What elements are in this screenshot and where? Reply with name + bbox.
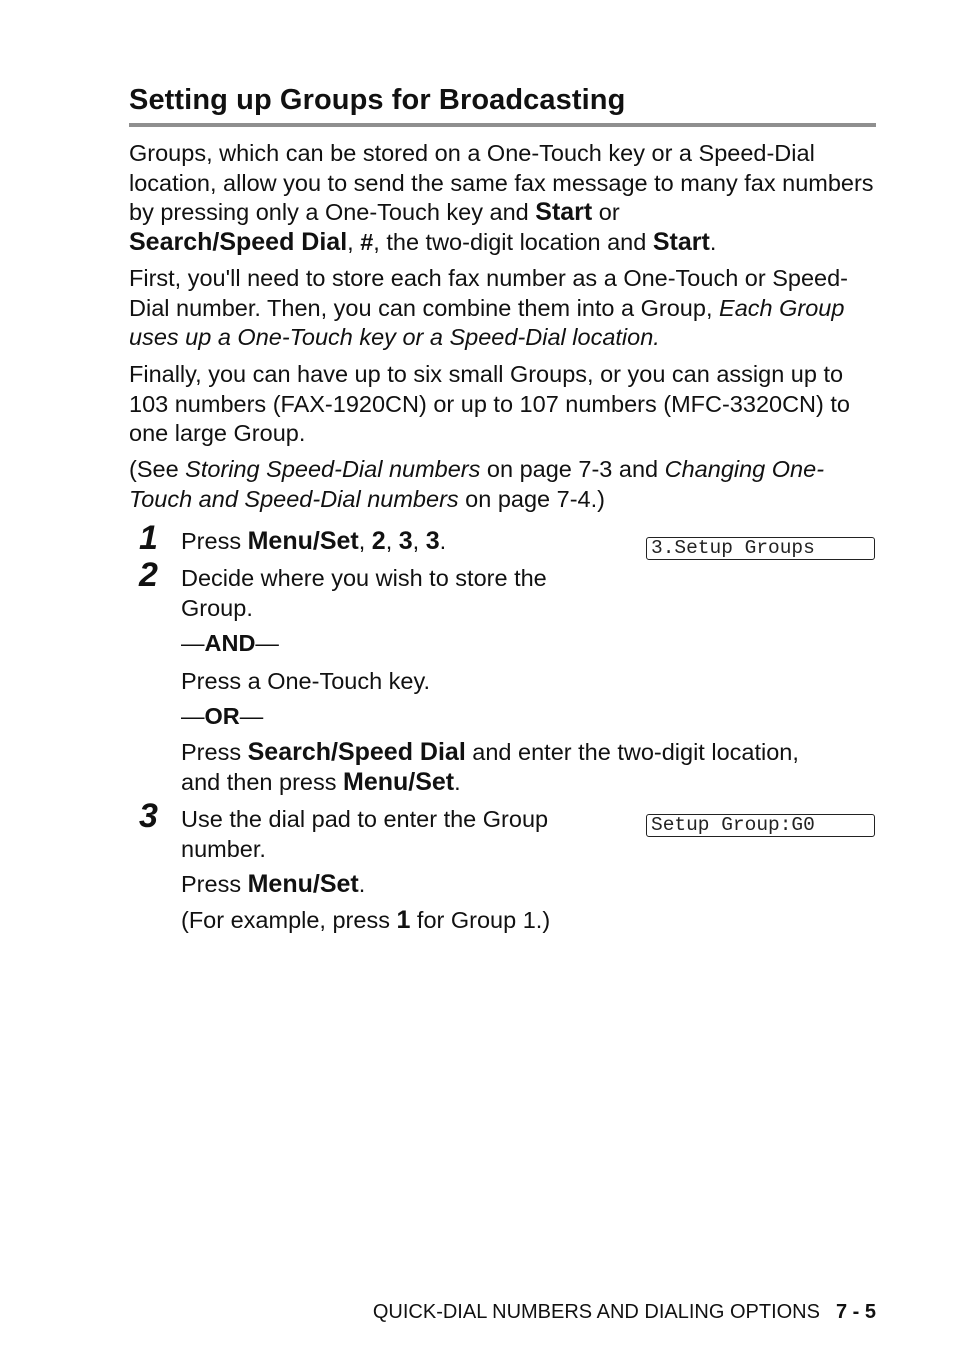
and-separator (181, 629, 279, 659)
lcd-display-setup-group: Setup Group:G0 (646, 814, 875, 837)
intro-paragraph-cross-reference (129, 455, 876, 514)
intro-text: . (709, 229, 717, 256)
step-2-line-2: Group. (181, 595, 253, 621)
intro-text: on page 7-3 and (480, 456, 665, 482)
intro-text: First, you'll need to store each fax number as a One-Touch or Speed-Dial number. Then, you can combine them into a Group, (129, 265, 848, 321)
and-label: AND (204, 630, 256, 656)
step-text: (For example, press (181, 907, 397, 933)
step-text: , (358, 528, 372, 554)
or-label: OR (204, 703, 240, 729)
intro-text: on page 7-4.) (458, 485, 605, 512)
step-3-example (181, 906, 550, 936)
or-separator (181, 702, 263, 732)
cross-reference-link: Storing Speed-Dial numbers (185, 456, 481, 482)
page-footer (373, 1300, 876, 1324)
start-key-label: Start (535, 198, 593, 227)
cross-reference-link: Changing One-Touch and Speed-Dial numbers (129, 456, 825, 512)
dash: — (239, 703, 264, 729)
intro-paragraph-group-limits: Finally, you can have up to six small Groups, or you can assign up to 103 numbers (FAX-1920CN) or up to 107 numbers (MFC-3320CN) to one large Group. (129, 361, 850, 447)
menu-set-key-label: Menu/Set (247, 527, 359, 555)
step-2-press-menu-set (181, 768, 461, 798)
page-title: Setting up Groups for Broadcasting (129, 84, 626, 116)
dash: — (181, 630, 205, 656)
hash-key-label: # (360, 229, 374, 256)
step-text: Press (181, 871, 248, 897)
search-speed-dial-key-label: Search/Speed Dial (129, 228, 348, 257)
key-1-label: 1 (396, 906, 411, 934)
step-2-line-1: Decide where you wish to store the (181, 565, 547, 591)
intro-text: Groups, which can be stored on a One-Touch key or a Speed-Dial location, allow you to send the same fax message to many fax numbers by pressing only a One-Touch key and (129, 140, 874, 226)
key-2-label: 2 (371, 527, 386, 555)
intro-text: or (592, 199, 620, 226)
menu-set-key-label: Menu/Set (343, 768, 455, 796)
start-key-label: Start (652, 228, 710, 257)
menu-set-key-label: Menu/Set (247, 870, 359, 898)
dash: — (181, 703, 205, 729)
step-2-press-one-touch: Press a One-Touch key. (181, 668, 431, 694)
step-text: and then press (181, 769, 343, 795)
footer-section-title: QUICK-DIAL NUMBERS AND DIALING OPTIONS (372, 1301, 820, 1323)
step-text: Press (181, 528, 248, 554)
intro-text: , the two-digit location and (373, 229, 653, 256)
step-text: . (358, 871, 366, 897)
intro-paragraph-store-numbers (129, 264, 876, 353)
step-3-press-menu-set (181, 870, 365, 900)
title-underline-rule (129, 123, 876, 127)
lcd-display-setup-groups: 3.Setup Groups (646, 537, 875, 560)
intro-paragraph-groups (129, 139, 876, 258)
step-number-3: 3 (139, 797, 158, 835)
step-1-instruction (181, 527, 446, 557)
intro-text: , (347, 229, 361, 256)
step-text: . (454, 769, 461, 795)
step-text: for Group 1.) (410, 907, 551, 933)
step-text: , (412, 528, 426, 554)
group-usage-note: Each Group uses up a One-Touch key or a Speed-Dial location. (129, 294, 845, 351)
step-3-line-2: number. (181, 836, 266, 862)
step-text: , (385, 528, 399, 554)
step-3-line-1: Use the dial pad to enter the Group (181, 806, 549, 832)
step-text: . (439, 528, 447, 554)
search-speed-dial-key-label: Search/Speed Dial (247, 738, 466, 766)
intro-text: (See (129, 456, 186, 482)
step-text: Press (181, 739, 248, 765)
key-3-label: 3 (425, 527, 440, 555)
dash: — (255, 630, 279, 656)
step-number-2: 2 (139, 556, 158, 594)
key-3-label: 3 (398, 527, 413, 555)
step-text: and enter the two-digit location, (465, 739, 799, 765)
step-number-1: 1 (139, 519, 158, 557)
footer-page-number: 7 - 5 (835, 1301, 876, 1323)
step-2-press-search (181, 738, 799, 768)
